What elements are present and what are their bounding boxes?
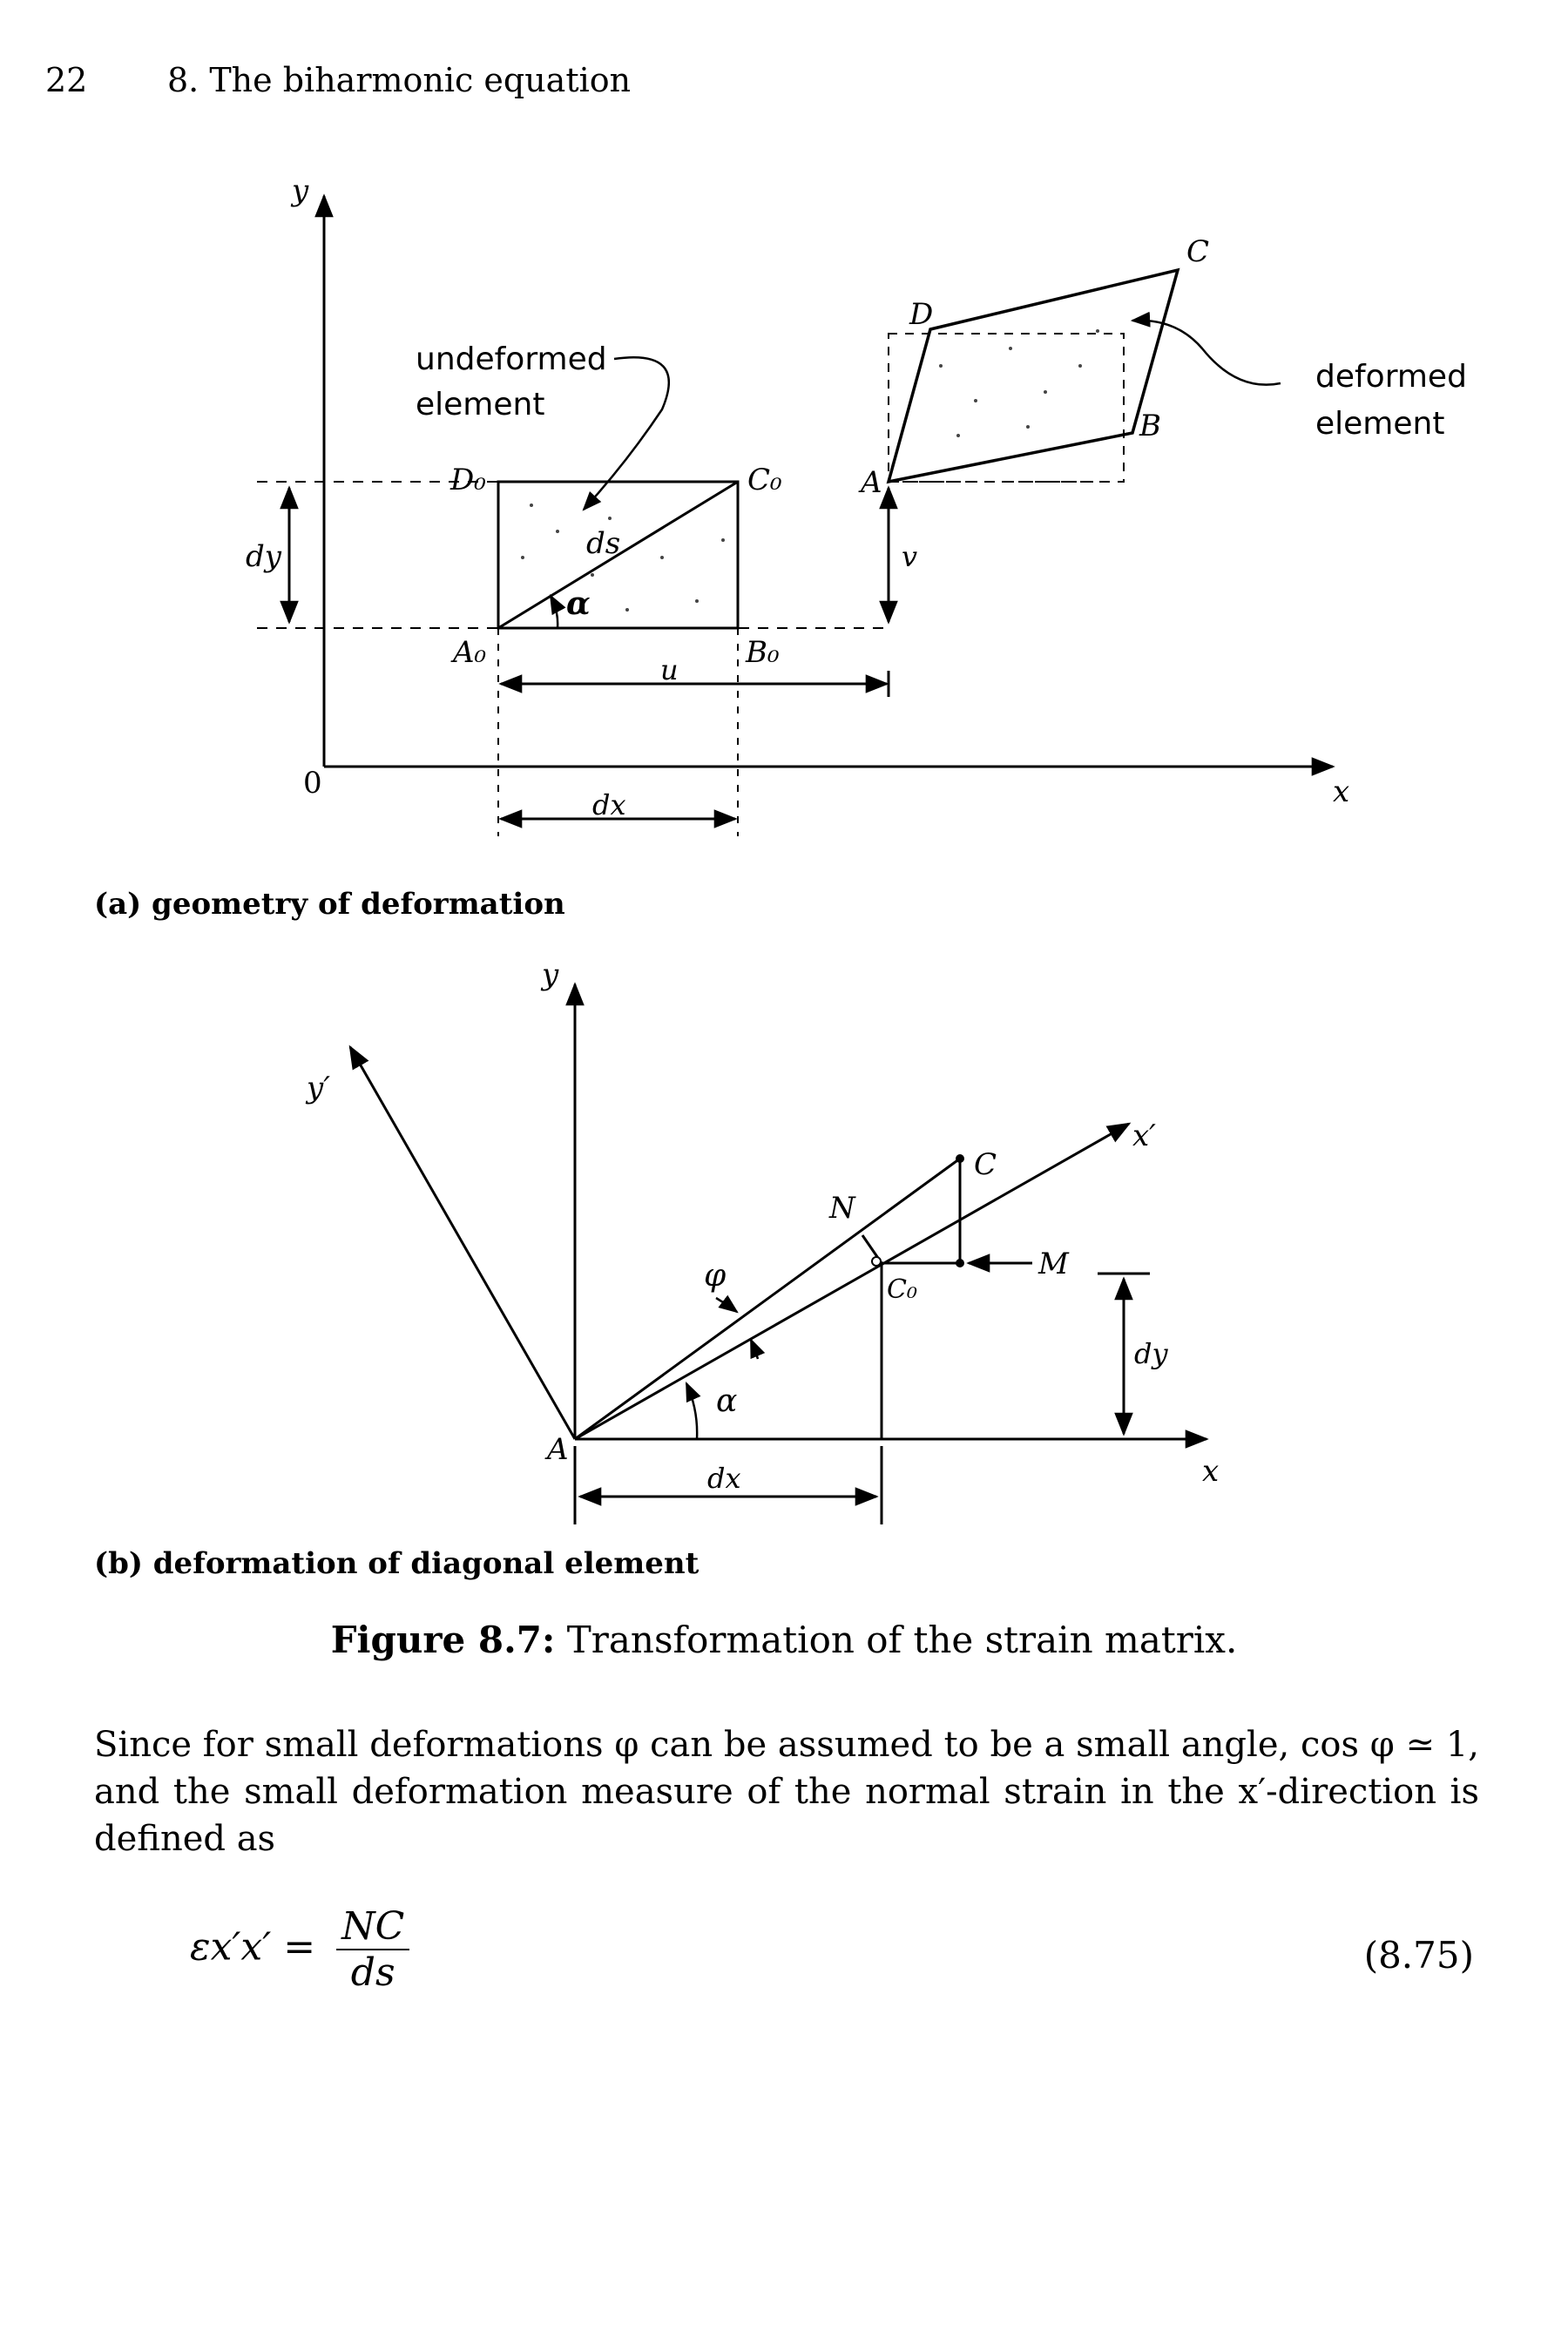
x-prime-axis <box>575 1124 1129 1439</box>
equation-lhs: εx′x′ = <box>190 1924 316 1970</box>
point-M <box>956 1259 964 1267</box>
label-u: u <box>660 653 679 686</box>
label-dx-a: dx <box>592 788 626 821</box>
label-deformed-2: element <box>1315 406 1445 442</box>
label-origin: 0 <box>303 766 322 801</box>
label-v: v <box>902 540 918 573</box>
label-C0-b: C₀ <box>887 1274 917 1305</box>
label-D0: D₀ <box>450 463 486 497</box>
label-ds: ds <box>586 526 621 561</box>
label-deformed-1: deformed <box>1315 359 1467 395</box>
body-paragraph: Since for small deformations φ can be assumed to be a small angle, cos φ ≃ 1, and the small deformation measure of the normal strain in the x′-direction is defined as <box>94 1725 1479 1859</box>
equation-8-75 <box>190 1904 409 1995</box>
equation-number: (8.75) <box>1363 1934 1474 1977</box>
label-D: D <box>909 297 934 332</box>
phi-arc-lower <box>751 1340 758 1359</box>
label-A: A <box>861 465 882 500</box>
figure-b-diagram <box>0 950 1568 1559</box>
label-M: M <box>1038 1247 1069 1281</box>
figure-caption-text: Transformation of the strain matrix. <box>566 1619 1238 1661</box>
label-B: B <box>1139 409 1161 443</box>
alpha-arc-a <box>551 596 558 628</box>
label-y-b: y <box>542 957 559 992</box>
equation-numerator: NC <box>336 1904 409 1950</box>
label-y-prime: y′ <box>307 1071 330 1105</box>
figure-caption-label: Figure 8.7: <box>330 1619 556 1661</box>
label-C0: C₀ <box>747 463 782 497</box>
label-x-a: x <box>1333 774 1350 809</box>
figure-caption <box>0 1619 1568 1661</box>
label-undeformed-1: undeformed <box>416 341 607 377</box>
label-x-prime: x′ <box>1132 1119 1156 1153</box>
speckle-deformed <box>939 329 1099 437</box>
label-C: C <box>1186 234 1210 269</box>
point-C <box>956 1154 964 1163</box>
label-alpha-a: α <box>566 585 591 622</box>
alpha-arc-b <box>686 1383 697 1439</box>
label-B0: B₀ <box>746 635 780 670</box>
label-alpha-b: α <box>716 1383 738 1419</box>
undeformed-callout-arrow <box>584 357 669 510</box>
label-undeformed-2: element <box>416 387 545 422</box>
label-x-b: x <box>1202 1454 1220 1489</box>
label-dx-b: dx <box>707 1462 741 1495</box>
point-C0 <box>872 1257 881 1266</box>
phi-arc-upper <box>716 1298 737 1312</box>
label-y-a: y <box>292 173 309 208</box>
equation-fraction <box>336 1904 409 1995</box>
caption-b: (b) deformation of diagonal element <box>94 1546 700 1581</box>
label-A-b: A <box>547 1432 569 1467</box>
label-C-b: C <box>974 1147 997 1182</box>
figure-a-diagram <box>0 0 1568 958</box>
label-N: N <box>829 1191 855 1226</box>
label-A0: A₀ <box>453 635 487 670</box>
chapter-title: 8. The biharmonic equation <box>167 61 632 99</box>
y-prime-axis <box>350 1047 575 1439</box>
label-dy-b: dy <box>1134 1337 1168 1370</box>
equation-denominator: ds <box>350 1950 395 1995</box>
label-dy-a: dy <box>246 539 281 574</box>
caption-a: (a) geometry of deformation <box>94 887 565 922</box>
page-number: 22 <box>45 61 88 99</box>
label-phi: φ <box>704 1258 727 1294</box>
